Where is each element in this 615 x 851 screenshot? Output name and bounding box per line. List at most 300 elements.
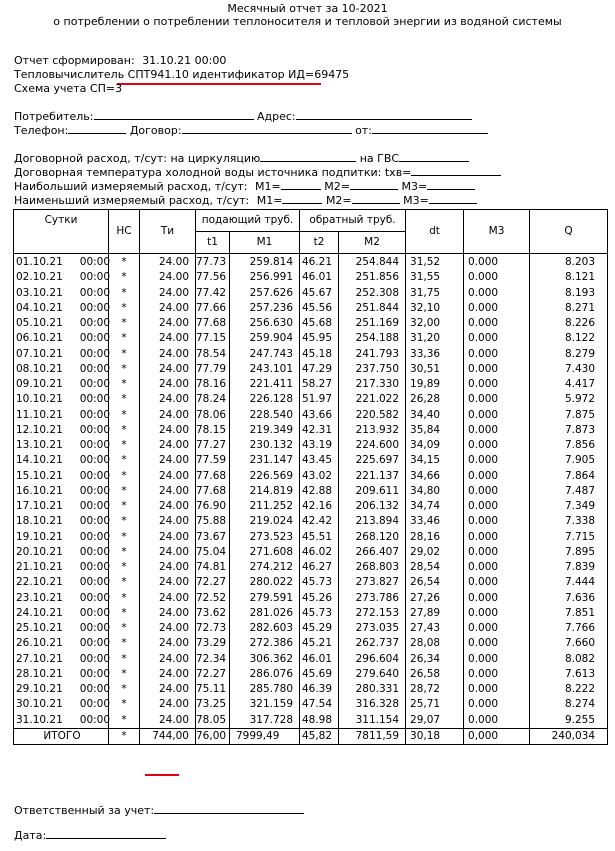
cell-t1: 72.73 bbox=[196, 621, 230, 636]
cell-time: 00:00 bbox=[79, 347, 111, 360]
cell-t1: 77.68 bbox=[196, 484, 230, 499]
cell-m1: 279.591 bbox=[230, 591, 300, 606]
total-t1: 76,00 bbox=[196, 728, 230, 744]
cell-ns: * bbox=[109, 697, 140, 712]
table-row bbox=[14, 286, 608, 301]
min-m1-label: M1= bbox=[256, 194, 283, 207]
cell-t2: 46.27 bbox=[300, 560, 339, 575]
cell-t2: 45.29 bbox=[300, 621, 339, 636]
cell-t2: 42.88 bbox=[300, 484, 339, 499]
cell-ns: * bbox=[109, 652, 140, 667]
cell-dt: 26,54 bbox=[406, 575, 464, 590]
cell-t1: 78.05 bbox=[196, 713, 230, 729]
table-row bbox=[14, 347, 608, 362]
cell-q: 8.271 bbox=[530, 301, 608, 316]
cell-ti: 24.00 bbox=[140, 514, 196, 529]
cell-date bbox=[14, 270, 109, 285]
cell-t2: 45.21 bbox=[300, 636, 339, 651]
cell-t1: 73.67 bbox=[196, 530, 230, 545]
cell-day: 26.10.21 bbox=[16, 637, 63, 650]
max-m3-field[interactable] bbox=[427, 179, 475, 190]
min-m3-label: M3= bbox=[403, 194, 429, 207]
cold-water-label: Договорная температура холодной воды источника подпитки: txв= bbox=[14, 166, 412, 179]
cell-date bbox=[14, 636, 109, 651]
col-header-m1: M1 bbox=[230, 232, 300, 254]
cell-time: 00:00 bbox=[79, 332, 111, 345]
cell-m3: 0.000 bbox=[464, 423, 530, 438]
table-row bbox=[14, 301, 608, 316]
col-header-sutki: Сутки bbox=[14, 210, 109, 254]
cell-ti: 24.00 bbox=[140, 392, 196, 407]
cell-t2: 47.29 bbox=[300, 362, 339, 377]
cell-m3: 0.000 bbox=[464, 331, 530, 346]
cell-t1: 77.79 bbox=[196, 362, 230, 377]
col-header-supply-pipe: подающий труб. bbox=[196, 210, 300, 232]
cell-ti: 24.00 bbox=[140, 682, 196, 697]
report-formed-label: Отчет сформирован: bbox=[14, 54, 135, 67]
cell-m3: 0.000 bbox=[464, 606, 530, 621]
cell-day: 12.10.21 bbox=[16, 423, 63, 436]
cell-q: 9.255 bbox=[530, 713, 608, 729]
cell-m2: 279.640 bbox=[339, 667, 406, 682]
cell-m1: 286.076 bbox=[230, 667, 300, 682]
total-ns: * bbox=[109, 728, 140, 744]
cell-m3: 0.000 bbox=[464, 560, 530, 575]
cell-m1: 219.024 bbox=[230, 514, 300, 529]
cell-m1: 230.132 bbox=[230, 438, 300, 453]
cell-q: 7.873 bbox=[530, 423, 608, 438]
cell-t1: 72.52 bbox=[196, 591, 230, 606]
phone-label: Телефон: bbox=[14, 124, 69, 137]
max-m3-label: M3= bbox=[401, 180, 428, 193]
cell-date bbox=[14, 514, 109, 529]
cell-ti: 24.00 bbox=[140, 697, 196, 712]
cell-dt: 19,89 bbox=[406, 377, 464, 392]
max-m1-field[interactable] bbox=[281, 179, 321, 190]
cell-m1: 259.904 bbox=[230, 331, 300, 346]
table-row bbox=[14, 254, 608, 271]
cell-t1: 78.54 bbox=[196, 347, 230, 362]
cell-m3: 0.000 bbox=[464, 301, 530, 316]
cell-t1: 73.62 bbox=[196, 606, 230, 621]
total-m1: 7999,49 bbox=[230, 728, 300, 744]
cell-m3: 0.000 bbox=[464, 636, 530, 651]
cell-ti: 24.00 bbox=[140, 575, 196, 590]
min-flow-label: Наименьший измеряемый расход, т/сут: bbox=[14, 194, 250, 207]
total-m3: 0,000 bbox=[464, 728, 530, 744]
cell-m1: 272.386 bbox=[230, 636, 300, 651]
cell-day: 08.10.21 bbox=[16, 362, 63, 375]
cell-day: 22.10.21 bbox=[16, 576, 63, 589]
cell-t2: 45.18 bbox=[300, 347, 339, 362]
total-row bbox=[14, 728, 608, 744]
cell-m1: 226.128 bbox=[230, 392, 300, 407]
cell-q: 8.226 bbox=[530, 316, 608, 331]
cell-q: 7.895 bbox=[530, 545, 608, 560]
min-m3-field[interactable] bbox=[429, 193, 477, 204]
cell-time: 00:00 bbox=[79, 713, 111, 726]
cell-time: 00:00 bbox=[79, 256, 111, 268]
cell-m2: 311.154 bbox=[339, 713, 406, 729]
cell-time: 00:00 bbox=[79, 469, 111, 482]
cell-t1: 75.88 bbox=[196, 514, 230, 529]
cell-m3: 0.000 bbox=[464, 316, 530, 331]
cell-dt: 30,51 bbox=[406, 362, 464, 377]
cell-day: 02.10.21 bbox=[16, 271, 63, 284]
cell-m3: 0.000 bbox=[464, 453, 530, 468]
cell-m1: 317.728 bbox=[230, 713, 300, 729]
cell-ti: 24.00 bbox=[140, 270, 196, 285]
total-ti-value: 744,00 bbox=[152, 729, 189, 742]
cell-time: 00:00 bbox=[79, 439, 111, 451]
cell-t1: 77.73 bbox=[196, 254, 230, 271]
table-row bbox=[14, 408, 608, 423]
cell-t2: 47.54 bbox=[300, 697, 339, 712]
cell-t2: 51.97 bbox=[300, 392, 339, 407]
cell-time: 00:00 bbox=[79, 454, 111, 467]
cell-m2: 220.582 bbox=[339, 408, 406, 423]
consumer-field[interactable] bbox=[94, 109, 254, 120]
cell-time: 00:00 bbox=[79, 362, 111, 375]
min-m2-field[interactable] bbox=[352, 193, 400, 204]
cell-date bbox=[14, 713, 109, 729]
table-body bbox=[14, 254, 608, 729]
cell-q: 8.222 bbox=[530, 682, 608, 697]
cell-dt: 31,20 bbox=[406, 331, 464, 346]
cell-t1: 74.81 bbox=[196, 560, 230, 575]
cell-q: 7.660 bbox=[530, 636, 608, 651]
cell-q: 7.430 bbox=[530, 362, 608, 377]
cell-ns: * bbox=[109, 362, 140, 377]
cell-day: 07.10.21 bbox=[16, 347, 63, 360]
cell-t2: 43.19 bbox=[300, 438, 339, 453]
table-row bbox=[14, 438, 608, 453]
table-row bbox=[14, 697, 608, 712]
cell-t1: 75.11 bbox=[196, 682, 230, 697]
table-row bbox=[14, 667, 608, 682]
cell-time: 00:00 bbox=[79, 530, 111, 543]
min-flow-line bbox=[14, 193, 477, 207]
cell-day: 31.10.21 bbox=[16, 713, 63, 726]
cell-day: 29.10.21 bbox=[16, 683, 63, 695]
from-field[interactable] bbox=[372, 123, 488, 134]
cold-water-field[interactable] bbox=[411, 165, 501, 176]
cell-dt: 29,02 bbox=[406, 545, 464, 560]
cell-time: 00:00 bbox=[79, 408, 111, 421]
cell-m1: 247.743 bbox=[230, 347, 300, 362]
cell-time: 00:00 bbox=[79, 286, 111, 299]
cell-day: 18.10.21 bbox=[16, 515, 63, 528]
cell-dt: 28,08 bbox=[406, 636, 464, 651]
cell-ns: * bbox=[109, 667, 140, 682]
col-header-q: Q bbox=[530, 210, 608, 254]
cell-ti: 24.00 bbox=[140, 408, 196, 423]
cell-time: 00:00 bbox=[79, 393, 111, 406]
cell-dt: 34,40 bbox=[406, 408, 464, 423]
cell-m3: 0.000 bbox=[464, 362, 530, 377]
col-header-dt: dt bbox=[406, 210, 464, 254]
cell-ti: 24.00 bbox=[140, 423, 196, 438]
cell-m3: 0.000 bbox=[464, 377, 530, 392]
cell-q: 7.875 bbox=[530, 408, 608, 423]
cell-m2: 252.308 bbox=[339, 286, 406, 301]
date-field[interactable] bbox=[46, 828, 166, 839]
cell-m2: 225.697 bbox=[339, 453, 406, 468]
cell-dt: 34,80 bbox=[406, 484, 464, 499]
cell-m1: 211.252 bbox=[230, 499, 300, 514]
contract-flow-label: Договорной расход, т/сут: на циркуляцию bbox=[14, 152, 261, 165]
cell-m1: 273.523 bbox=[230, 530, 300, 545]
cell-time: 00:00 bbox=[79, 301, 111, 314]
cell-t2: 45.69 bbox=[300, 667, 339, 682]
cell-ns: * bbox=[109, 408, 140, 423]
table-row bbox=[14, 499, 608, 514]
cell-date bbox=[14, 484, 109, 499]
total-q: 240,034 bbox=[530, 728, 608, 744]
table-row bbox=[14, 621, 608, 636]
cell-q: 7.338 bbox=[530, 514, 608, 529]
cell-day: 21.10.21 bbox=[16, 561, 63, 573]
table-row bbox=[14, 545, 608, 560]
cell-m2: 213.894 bbox=[339, 514, 406, 529]
cell-day: 10.10.21 bbox=[16, 393, 63, 406]
cell-t1: 78.06 bbox=[196, 408, 230, 423]
cell-time: 00:00 bbox=[79, 667, 111, 680]
cell-q: 7.856 bbox=[530, 438, 608, 453]
cell-time: 00:00 bbox=[79, 683, 111, 695]
cell-m3: 0.000 bbox=[464, 347, 530, 362]
date-label: Дата: bbox=[14, 829, 47, 842]
cell-time: 00:00 bbox=[79, 637, 111, 650]
cell-dt: 25,71 bbox=[406, 697, 464, 712]
max-m2-field[interactable] bbox=[350, 179, 398, 190]
cell-dt: 28,54 bbox=[406, 560, 464, 575]
cell-m2: 273.786 bbox=[339, 591, 406, 606]
cell-t1: 77.56 bbox=[196, 270, 230, 285]
cell-q: 7.766 bbox=[530, 621, 608, 636]
cell-q: 7.444 bbox=[530, 575, 608, 590]
cell-time: 00:00 bbox=[79, 484, 111, 497]
cell-t1: 78.24 bbox=[196, 392, 230, 407]
cell-m3: 0.000 bbox=[464, 713, 530, 729]
cell-day: 15.10.21 bbox=[16, 469, 63, 482]
contract-label: Договор: bbox=[129, 124, 182, 137]
cell-q: 7.839 bbox=[530, 560, 608, 575]
responsible-field[interactable] bbox=[154, 803, 304, 814]
cell-day: 19.10.21 bbox=[16, 530, 63, 543]
contract-flow-line bbox=[14, 151, 469, 165]
cell-m2: 217.330 bbox=[339, 377, 406, 392]
table-row bbox=[14, 514, 608, 529]
gvs-field[interactable] bbox=[399, 151, 469, 162]
cell-m1: 282.603 bbox=[230, 621, 300, 636]
cell-m2: 272.153 bbox=[339, 606, 406, 621]
cell-day: 13.10.21 bbox=[16, 439, 63, 451]
cell-day: 20.10.21 bbox=[16, 545, 63, 558]
cell-q: 7.349 bbox=[530, 499, 608, 514]
table-row bbox=[14, 652, 608, 667]
cell-m2: 296.604 bbox=[339, 652, 406, 667]
cell-dt: 26,28 bbox=[406, 392, 464, 407]
col-header-m2: M2 bbox=[339, 232, 406, 254]
cell-dt: 26,34 bbox=[406, 652, 464, 667]
cell-m3: 0.000 bbox=[464, 591, 530, 606]
cell-t1: 78.16 bbox=[196, 377, 230, 392]
cell-m2: 268.803 bbox=[339, 560, 406, 575]
consumer-address-line bbox=[14, 109, 472, 123]
cell-ns: * bbox=[109, 301, 140, 316]
cell-dt: 27,26 bbox=[406, 591, 464, 606]
cell-ti: 24.00 bbox=[140, 560, 196, 575]
cell-dt: 31,75 bbox=[406, 286, 464, 301]
cell-t1: 77.68 bbox=[196, 469, 230, 484]
cell-q: 8.082 bbox=[530, 652, 608, 667]
cell-m2: 221.137 bbox=[339, 469, 406, 484]
cell-q: 7.487 bbox=[530, 484, 608, 499]
cell-q: 5.972 bbox=[530, 392, 608, 407]
cell-dt: 32,10 bbox=[406, 301, 464, 316]
table-row bbox=[14, 392, 608, 407]
cell-ns: * bbox=[109, 621, 140, 636]
report-subtitle: о потреблении о потреблении теплоносителя и тепловой энергии из водяной системы bbox=[53, 15, 562, 28]
cell-dt: 34,15 bbox=[406, 453, 464, 468]
cell-date bbox=[14, 652, 109, 667]
daily-report-table bbox=[13, 209, 608, 745]
cell-dt: 33,46 bbox=[406, 514, 464, 529]
cell-q: 8.279 bbox=[530, 347, 608, 362]
cold-water-line bbox=[14, 165, 501, 179]
table-row bbox=[14, 362, 608, 377]
cell-m3: 0.000 bbox=[464, 484, 530, 499]
cell-m1: 257.236 bbox=[230, 301, 300, 316]
table-row bbox=[14, 270, 608, 285]
cell-t2: 45.67 bbox=[300, 286, 339, 301]
total-dt: 30,18 bbox=[406, 728, 464, 744]
cell-m3: 0.000 bbox=[464, 499, 530, 514]
cell-t1: 77.66 bbox=[196, 301, 230, 316]
contract-field[interactable] bbox=[182, 123, 352, 134]
cell-ti: 24.00 bbox=[140, 636, 196, 651]
cell-m3: 0.000 bbox=[464, 270, 530, 285]
cell-m3: 0.000 bbox=[464, 438, 530, 453]
cell-t2: 45.73 bbox=[300, 575, 339, 590]
cell-m3: 0.000 bbox=[464, 575, 530, 590]
total-m2: 7811,59 bbox=[339, 728, 406, 744]
phone-field[interactable] bbox=[68, 123, 126, 134]
cell-date bbox=[14, 606, 109, 621]
cell-t1: 72.27 bbox=[196, 575, 230, 590]
cell-dt: 34,09 bbox=[406, 438, 464, 453]
cell-m1: 221.411 bbox=[230, 377, 300, 392]
cell-t2: 58.27 bbox=[300, 377, 339, 392]
cell-t2: 46.01 bbox=[300, 652, 339, 667]
cell-m3: 0.000 bbox=[464, 545, 530, 560]
cell-ti: 24.00 bbox=[140, 713, 196, 729]
cell-t2: 42.16 bbox=[300, 499, 339, 514]
cell-m1: 219.349 bbox=[230, 423, 300, 438]
max-flow-label: Наибольший измеряемый расход, т/сут: bbox=[14, 180, 248, 193]
cell-m3: 0.000 bbox=[464, 469, 530, 484]
cell-t2: 45.73 bbox=[300, 606, 339, 621]
min-m2-label: M2= bbox=[325, 194, 352, 207]
cell-t2: 42.31 bbox=[300, 423, 339, 438]
cell-t2: 45.26 bbox=[300, 591, 339, 606]
cell-ti: 24.00 bbox=[140, 254, 196, 271]
cell-ti: 24.00 bbox=[140, 484, 196, 499]
cell-t2: 46.21 bbox=[300, 254, 339, 271]
cell-ti: 24.00 bbox=[140, 331, 196, 346]
max-m1-label: M1= bbox=[255, 180, 281, 193]
cell-ns: * bbox=[109, 270, 140, 285]
table-row bbox=[14, 606, 608, 621]
address-field[interactable] bbox=[296, 109, 472, 120]
col-header-t1: t1 bbox=[196, 232, 230, 254]
cell-m1: 256.630 bbox=[230, 316, 300, 331]
cell-date bbox=[14, 423, 109, 438]
report-formed-line bbox=[14, 54, 226, 67]
cell-m2: 251.856 bbox=[339, 270, 406, 285]
cell-date bbox=[14, 530, 109, 545]
cell-time: 00:00 bbox=[79, 378, 111, 390]
cell-t2: 42.42 bbox=[300, 514, 339, 529]
total-t2: 45,82 bbox=[300, 728, 339, 744]
cell-m2: 262.737 bbox=[339, 636, 406, 651]
cell-day: 24.10.21 bbox=[16, 606, 63, 619]
total-ti-highlight-underline bbox=[145, 774, 179, 776]
cell-ti: 24.00 bbox=[140, 530, 196, 545]
cell-ti: 24.00 bbox=[140, 667, 196, 682]
table-row bbox=[14, 377, 608, 392]
table-row bbox=[14, 591, 608, 606]
cell-m1: 259.814 bbox=[230, 254, 300, 271]
circulation-field[interactable] bbox=[260, 151, 356, 162]
cell-m3: 0.000 bbox=[464, 408, 530, 423]
cell-m3: 0.000 bbox=[464, 254, 530, 271]
cell-date bbox=[14, 591, 109, 606]
cell-ns: * bbox=[109, 514, 140, 529]
cell-m1: 280.022 bbox=[230, 575, 300, 590]
cell-day: 06.10.21 bbox=[16, 332, 63, 345]
cell-ns: * bbox=[109, 469, 140, 484]
cell-date bbox=[14, 545, 109, 560]
cell-q: 7.715 bbox=[530, 530, 608, 545]
cell-m2: 206.132 bbox=[339, 499, 406, 514]
cell-dt: 28,16 bbox=[406, 530, 464, 545]
col-header-t2: t2 bbox=[300, 232, 339, 254]
cell-t2: 45.95 bbox=[300, 331, 339, 346]
cell-m1: 285.780 bbox=[230, 682, 300, 697]
cell-ns: * bbox=[109, 254, 140, 271]
cell-m1: 281.026 bbox=[230, 606, 300, 621]
cell-dt: 33,36 bbox=[406, 347, 464, 362]
cell-day: 09.10.21 bbox=[16, 378, 63, 390]
cell-day: 16.10.21 bbox=[16, 484, 63, 497]
cell-m1: 226.569 bbox=[230, 469, 300, 484]
cell-ti: 24.00 bbox=[140, 469, 196, 484]
min-m1-field[interactable] bbox=[282, 193, 322, 204]
cell-m1: 231.147 bbox=[230, 453, 300, 468]
cell-t1: 73.29 bbox=[196, 636, 230, 651]
cell-day: 14.10.21 bbox=[16, 454, 63, 467]
cell-date bbox=[14, 254, 109, 271]
cell-t1: 75.04 bbox=[196, 545, 230, 560]
cell-m2: 251.169 bbox=[339, 316, 406, 331]
cell-t1: 77.27 bbox=[196, 438, 230, 453]
cell-date bbox=[14, 682, 109, 697]
cell-m3: 0.000 bbox=[464, 530, 530, 545]
cell-date bbox=[14, 362, 109, 377]
cell-t1: 78.15 bbox=[196, 423, 230, 438]
